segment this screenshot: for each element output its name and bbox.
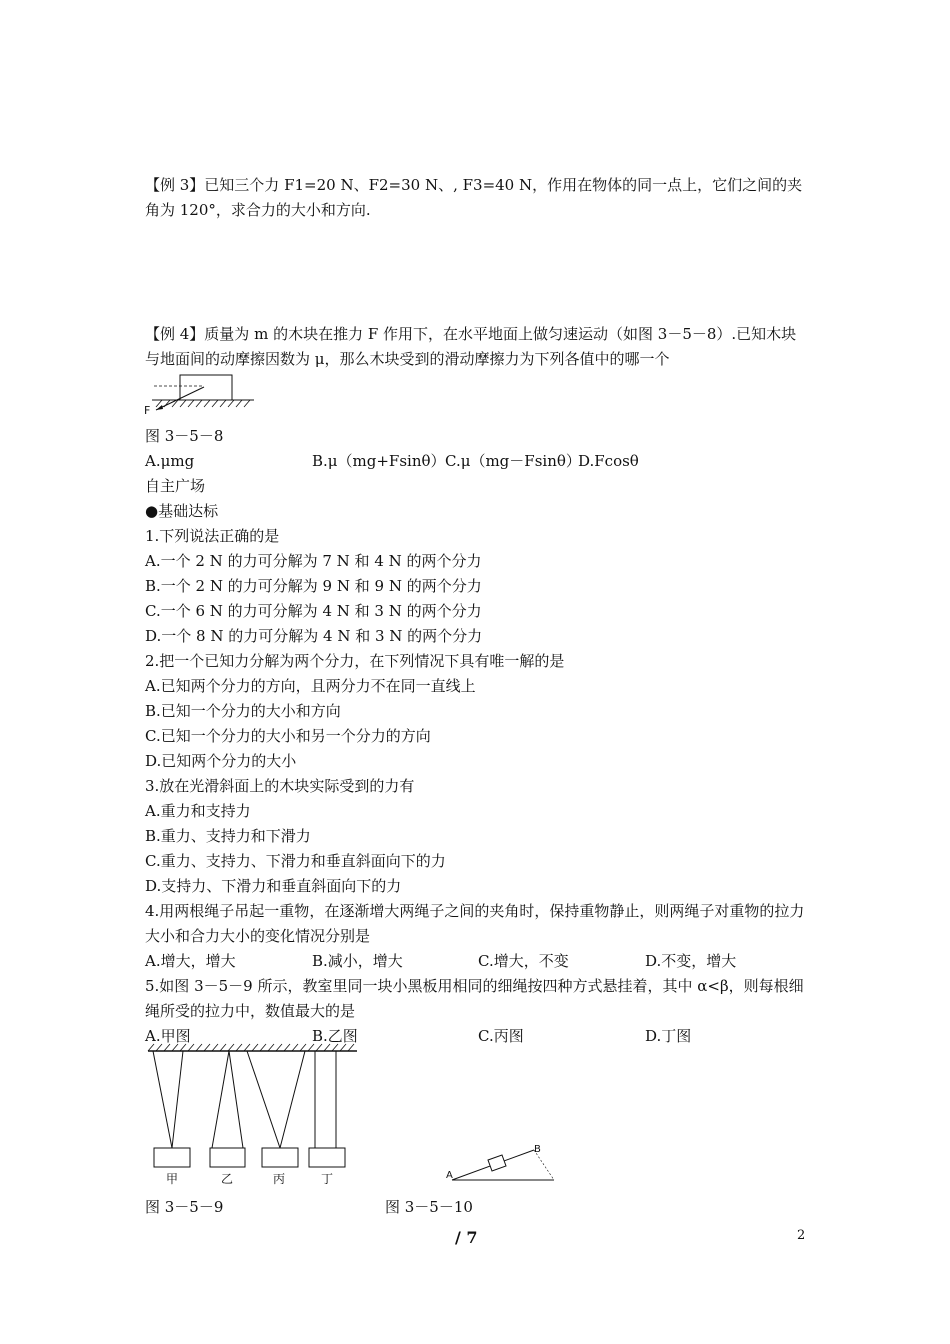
- question-3-option-a: A.重力和支持力: [145, 802, 251, 820]
- figure-9-label-yi: 乙: [221, 1172, 234, 1186]
- question-3-option-b: B.重力、支持力和下滑力: [145, 827, 311, 845]
- figure-3-5-9: [145, 1043, 360, 1193]
- question-5-option-b: B.乙图: [312, 1027, 358, 1045]
- question-1-option-c: C.一个 6 N 的力可分解为 4 N 和 3 N 的两个分力: [145, 602, 482, 620]
- question-5-option-c: C.丙图: [478, 1027, 524, 1045]
- question-2-stem: 2.把一个已知力分解为两个分力，在下列情况下具有唯一解的是: [145, 652, 565, 670]
- figure-9-label-jia: 甲: [166, 1172, 179, 1186]
- example-4-options: [145, 449, 810, 474]
- question-5-option-a: A.甲图: [145, 1027, 191, 1045]
- figure-3-5-8-force-label: F: [144, 404, 151, 417]
- example-4-option-a: A.μmg: [145, 452, 195, 470]
- section-subtitle: ●基础达标: [145, 502, 219, 520]
- content-flow: [145, 424, 810, 1049]
- question-4-option-d: D.不变，增大: [645, 952, 737, 970]
- question-3-option-d: D.支持力、下滑力和垂直斜面向下的力: [145, 877, 402, 895]
- footer-page-total: / 7: [455, 1228, 478, 1247]
- example-3-text: 【例 3】已知三个力 F1=20 N、F2=30 N、, F3=40 N，作用在物体的同一点上，它们之间的夹角为 120°，求合力的大小和方向.: [145, 176, 803, 219]
- footer-page-number: 2: [797, 1228, 806, 1243]
- example-3: [145, 173, 810, 223]
- question-3-stem: 3.放在光滑斜面上的木块实际受到的力有: [145, 777, 415, 795]
- section-title: 自主广场: [145, 477, 206, 495]
- question-2-option-a: A.已知两个分力的方向，且两分力不在同一直线上: [145, 677, 476, 695]
- question-4-stem: 4.用两根绳子吊起一重物，在逐渐增大两绳子之间的夹角时，保持重物静止，则两绳子对重物的拉力大小和合力大小的变化情况分别是: [145, 902, 805, 945]
- figure-3-5-10: [442, 1138, 560, 1184]
- question-2-option-b: B.已知一个分力的大小和方向: [145, 702, 341, 720]
- question-1-option-b: B.一个 2 N 的力可分解为 9 N 和 9 N 的两个分力: [145, 577, 482, 595]
- question-1-option-a: A.一个 2 N 的力可分解为 7 N 和 4 N 的两个分力: [145, 552, 482, 570]
- example-4-option-c: C.μ（mg－Fsinθ）: [445, 452, 581, 470]
- question-2-option-d: D.已知两个分力的大小: [145, 752, 297, 770]
- figure-3-5-9-caption: 图 3－5－9: [145, 1198, 224, 1216]
- question-3-option-c: C.重力、支持力、下滑力和垂直斜面向下的力: [145, 852, 446, 870]
- figure-3-5-10-caption: 图 3－5－10: [385, 1198, 473, 1216]
- question-2-option-c: C.已知一个分力的大小和另一个分力的方向: [145, 727, 431, 745]
- example-4-option-b: B.μ（mg+Fsinθ）: [312, 452, 446, 470]
- question-5-option-d: D.丁图: [645, 1027, 692, 1045]
- question-4-option-b: B.减小，增大: [312, 952, 403, 970]
- example-4-option-d: D.Fcosθ: [578, 452, 639, 470]
- question-4-options: [145, 949, 810, 974]
- question-5-stem: 5.如图 3－5－9 所示，教室里同一块小黑板用相同的细绳按四种方式悬挂着，其中 α<β，则每根细绳所受的拉力中，数值最大的是: [145, 977, 804, 1020]
- figure-9-label-ding: 丁: [321, 1172, 334, 1186]
- question-4-option-c: C.增大，不变: [478, 952, 569, 970]
- figure-3-5-8: [142, 372, 262, 420]
- question-1-option-d: D.一个 8 N 的力可分解为 4 N 和 3 N 的两个分力: [145, 627, 483, 645]
- question-4-option-a: A.增大，增大: [145, 952, 236, 970]
- example-4-text: 【例 4】质量为 m 的木块在推力 F 作用下，在水平地面上做匀速运动（如图 3－5－8）.已知木块与地面间的动摩擦因数为 μ，那么木块受到的滑动摩擦力为下列各值中的哪一个: [145, 325, 797, 368]
- question-1-stem: 1.下列说法正确的是: [145, 527, 280, 545]
- figure-10-label-a: A: [446, 1170, 453, 1181]
- figure-10-label-b: B: [534, 1144, 541, 1155]
- figure-9-label-bing: 丙: [273, 1172, 286, 1186]
- figure-3-5-8-caption: 图 3－5－8: [145, 427, 224, 445]
- example-4: [145, 322, 810, 372]
